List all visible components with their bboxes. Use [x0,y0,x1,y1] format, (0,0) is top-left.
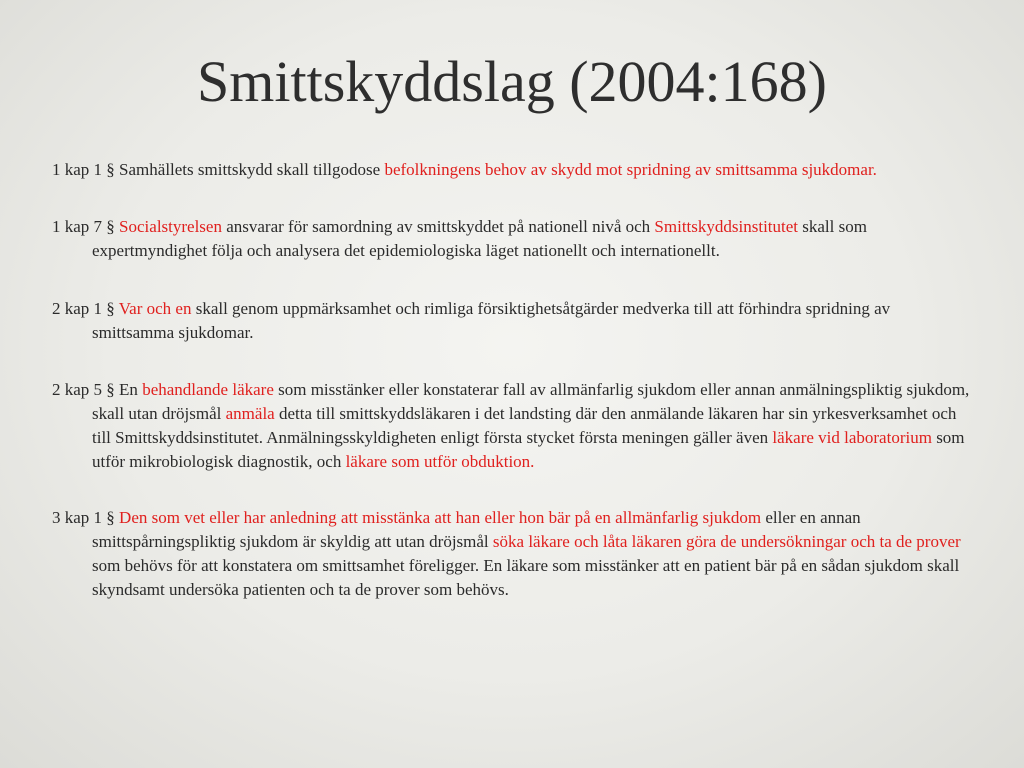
text-segment: som utför mikrobiologisk diagnostik, och [92,428,965,471]
highlighted-text: anmäla [225,404,275,423]
section-reference: 2 kap 5 § [52,380,120,399]
highlighted-text: behandlande läkare [142,380,274,399]
text-segment: Samhällets smittskydd skall tillgodose [119,160,385,179]
text-segment: skall som expertmyndighet följa och analysera det epidemiologiska läget nationellt och internationellt. [92,217,867,260]
highlighted-text: Var och en [118,299,192,318]
highlighted-text: Socialstyrelsen [119,217,222,236]
text-segment: eller en annan smittspårningspliktig sjukdom är skyldig att utan dröjsmål [92,508,861,551]
law-paragraph-3kap1 [52,506,972,602]
section-reference: 1 kap 7 § [52,217,120,236]
highlighted-text: befolkningens behov av skydd mot spridning av smittsamma sjukdomar. [384,160,877,179]
highlighted-text: Smittskyddsinstitutet [654,217,799,236]
slide-body [52,158,972,635]
section-reference: 1 kap 1 § [52,160,120,179]
slide-title: Smittskyddslag (2004:168) [197,49,827,114]
section-reference: 2 kap 1 § [52,299,119,318]
law-paragraph-1kap7 [52,215,972,263]
law-paragraph-2kap5 [52,378,972,474]
highlighted-text: söka läkare och låta läkaren göra de undersökningar och ta de prover [492,532,961,551]
section-reference: 3 kap 1 § [52,508,120,527]
law-paragraph-1kap1 [52,158,972,182]
highlighted-text: Den som vet eller har anledning att misstänka att han eller hon bär på en allmänfarlig sjukdom [119,508,762,527]
text-segment: En [119,380,143,399]
law-paragraph-2kap1 [52,297,972,345]
text-segment: som misstänker eller konstaterar fall av allmänfarlig sjukdom eller annan anmälningspliktig sjukdom, skall utan dröjsmål [92,380,970,423]
text-segment: ansvarar för samordning av smittskyddet på nationell nivå och [221,217,655,236]
highlighted-text: läkare vid laboratorium [772,428,932,447]
text-segment: skall genom uppmärksamhet och rimliga försiktighetsåtgärder medverka till att förhindra spridning av smittsamma sjukdomar. [92,299,891,342]
text-segment: som behövs för att konstatera om smittsamhet föreligger. En läkare som misstänker att en patient bär på en sådan sjukdom skall skyndsamt undersöka patienten och ta de prover som behövs. [92,556,960,599]
text-segment: detta till smittskyddsläkaren i det landsting där den anmälande läkaren har sin yrkesverksamhet och till Smittskyddsinstitutet. Anmälningsskyldigheten enligt första stycket första meningen gäller även [92,404,957,447]
highlighted-text: läkare som utför obduktion. [345,452,535,471]
